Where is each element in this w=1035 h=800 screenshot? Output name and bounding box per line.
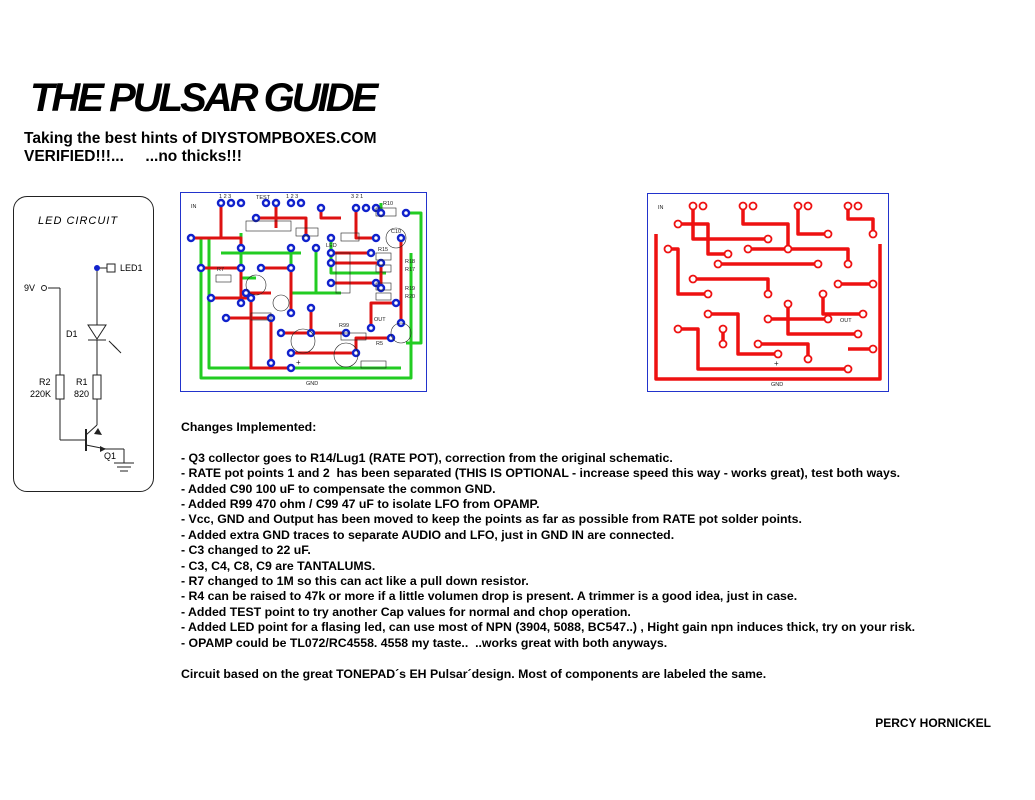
pcb1-label-out: OUT [374,317,386,323]
label-r1: R1 [76,377,88,387]
label-d1: D1 [66,329,78,339]
9v-terminal [42,286,47,291]
pcb1-label-r5: R5 [376,341,384,347]
pcb1-label-r20: R20 [405,294,416,300]
label-r2: R2 [39,377,51,387]
pcb-copper-layout [647,193,889,392]
led1-terminal [107,264,115,272]
label-r1-value: 820 [74,389,90,399]
r1-resistor [93,375,101,399]
led-circuit-schematic [14,197,153,491]
change-item: - OPAMP could be TL072/RC4558. 4558 my taste.. ..works great with both anyways. [181,635,668,650]
changes-heading: Changes Implemented: [181,420,317,434]
pcb1-label-pot1: 1 2 3 [219,194,232,200]
pcb1-label-r7: R7 [217,267,225,273]
change-item: - RATE pot points 1 and 2 has been separated (THIS IS OPTIONAL - increase speed this way - works great), test both ways. [181,466,901,481]
credits-footer: Circuit based on the great TONEPAD´s EH Pulsar´design. Most of components are labeled the same. [181,666,767,681]
pcb1-label-gnd: GND [306,381,319,387]
label-led1: LED1 [120,263,143,273]
change-item: - C3, C4, C8, C9 are TANTALUMS. [181,558,376,573]
change-item: - Added C90 100 uF to compensate the common GND. [181,481,496,496]
page-title: THE PULSAR GUIDE [30,76,376,120]
changes-section [181,420,915,682]
pcb1-label-r15: R15 [378,247,389,253]
change-item: - R4 can be raised to 47k or more if a little volumen drop is present. A trimmer is a good idea, just in case. [181,589,798,604]
pcb1-label-plus: + [296,358,301,367]
q1-emitter-arrow [94,428,102,435]
change-item: - Added R99 470 ohm / C99 47 uF to isolate LFO from OPAMP. [181,497,540,512]
label-9v: 9V [24,283,36,293]
d1-diode-symbol [88,325,106,339]
pcb1-label-pot2: 1 2 3 [286,194,299,200]
pcb2-label-plus: + [774,359,779,368]
pcb1-label-r17: R17 [405,267,416,273]
pcb1-label-pot3: 3 2 1 [351,194,364,200]
pcb1-label-r18: R18 [405,259,416,265]
label-r2-value: 220K [30,389,52,399]
change-item: - R7 changed to 1M so this can act like a pull down resistor. [181,574,529,589]
pcb-component-svg [181,193,426,391]
subtitle-line-2: VERIFIED!!!... ...no thicks!!! [24,148,242,165]
pcb-copper-svg [648,194,888,391]
pcb-component-layout [180,192,427,392]
subtitle-line-1: Taking the best hints of DIYSTOMPBOXES.COM [24,130,377,147]
led1-node [94,265,100,271]
r2-resistor [56,375,64,399]
pcb1-label-test: TEST [256,195,271,201]
change-item: - Q3 collector goes to R14/Lug1 (RATE POT), correction from the original schematic. [181,450,673,465]
pcb1-label-c10: C10 [391,229,402,235]
pcb1-label-in: IN [191,204,197,210]
pcb2-label-out: OUT [840,318,852,324]
change-item: - Vcc, GND and Output has been moved to keep the points as far as possible from RATE pot solder points. [181,512,802,527]
subtitle [24,130,377,166]
label-q1: Q1 [104,451,117,461]
pcb1-label-r19: R19 [405,286,416,292]
author-name: PERCY HORNICKEL [875,716,991,730]
pcb2-label-gnd: GND [771,382,784,388]
change-item: - C3 changed to 22 uF. [181,543,311,558]
pcb1-label-led: LED [326,243,337,249]
pcb2-label-in: IN [658,205,664,211]
led-circuit-panel [13,196,154,492]
pcb1-label-r99: R99 [339,323,350,329]
change-item: - Added extra GND traces to separate AUDIO and LFO, just in GND IN are connected. [181,527,675,542]
led-circuit-title: LED CIRCUIT [38,215,119,227]
change-item: - Added LED point for a flasing led, can use most of NPN (3904, 5088, BC547..) , Hight gain npn induces thick, try on your risk. [181,620,916,635]
change-item: - Added TEST point to try another Cap values for normal and chop operation. [181,604,631,619]
pcb1-label-r10: R10 [383,201,394,207]
